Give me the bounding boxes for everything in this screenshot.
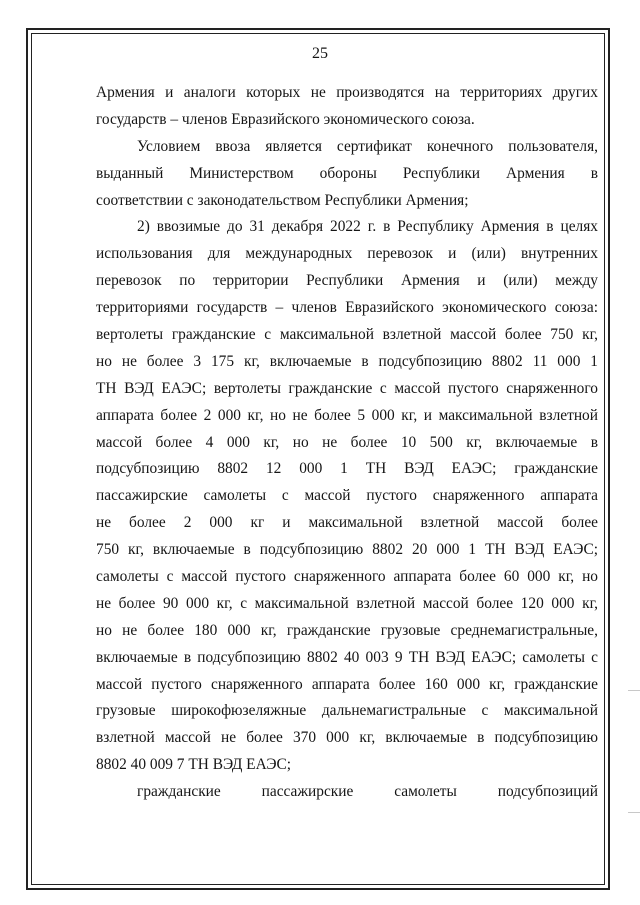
scan-artifact	[628, 690, 640, 691]
text-line: не более 90 000 кг, с максимальной взлетной массой более 120 000 кг,	[96, 594, 598, 612]
text-line: Армения и аналоги которых не производятся на территориях других	[96, 84, 598, 101]
text-line: перевозок по территории Республики Армения и (или) между	[96, 272, 598, 290]
text-line: самолеты с массой пустого снаряженного аппарата более 60 000 кг, но	[96, 568, 598, 586]
page-number: 25	[312, 45, 328, 62]
text-line: вертолеты гражданские с максимальной взлетной массой более 750 кг,	[96, 326, 598, 344]
text-line: ТН ВЭД ЕАЭС; вертолеты гражданские с массой пустого снаряженного	[96, 379, 598, 397]
text-line: 750 кг, включаемые в подсубпозицию 8802 20 000 1 ТН ВЭД ЕАЭС;	[96, 541, 598, 559]
text-line: государств – членов Евразийского экономического союза.	[96, 110, 475, 128]
text-line: массой более 4 000 кг, но не более 10 500 кг, включаемые в	[96, 433, 598, 451]
text-line: соответствии с законодательством Республики Армения;	[96, 191, 469, 209]
document-body	[96, 80, 598, 806]
text-line: подсубпозицию 8802 12 000 1 ТН ВЭД ЕАЭС; гражданские	[96, 460, 598, 478]
text-line: 8802 40 009 7 ТН ВЭД ЕАЭС;	[96, 756, 292, 774]
text-line: но не более 180 000 кг, гражданские грузовые среднемагистральные,	[96, 621, 598, 639]
text-line: аппарата более 2 000 кг, но не более 5 000 кг, и максимальной взлетной	[96, 406, 598, 424]
text-line: использования для международных перевозок и (или) внутренних	[96, 245, 598, 263]
text-line: взлетной массой не более 370 000 кг, включаемые в подсубпозицию	[96, 729, 598, 747]
text-line: пассажирские самолеты с массой пустого снаряженного аппарата	[96, 487, 598, 505]
text-line: территориями государств – членов Евразийского экономического союза:	[96, 299, 598, 317]
text-line: включаемые в подсубпозицию 8802 40 003 9 ТН ВЭД ЕАЭС; самолеты с	[96, 648, 598, 666]
text-line: выданный Министерством обороны Республики Армения в	[96, 164, 598, 182]
text-line: гражданские пассажирские самолеты подсубпозиций	[137, 783, 598, 801]
text-line: массой пустого снаряженного аппарата более 160 000 кг, гражданские	[96, 675, 598, 693]
text-line: не более 2 000 кг и максимальной взлетной массой более	[96, 514, 598, 532]
text-line: Условием ввоза является сертификат конечного пользователя,	[137, 137, 598, 155]
text-line: но не более 3 175 кг, включаемые в подсубпозицию 8802 11 000 1	[96, 352, 598, 370]
scan-artifact	[628, 812, 640, 813]
text-line: 2) ввозимые до 31 декабря 2022 г. в Республику Армения в целях	[137, 218, 598, 236]
text-line: грузовые широкофюзеляжные дальнемагистральные с максимальной	[96, 702, 598, 720]
